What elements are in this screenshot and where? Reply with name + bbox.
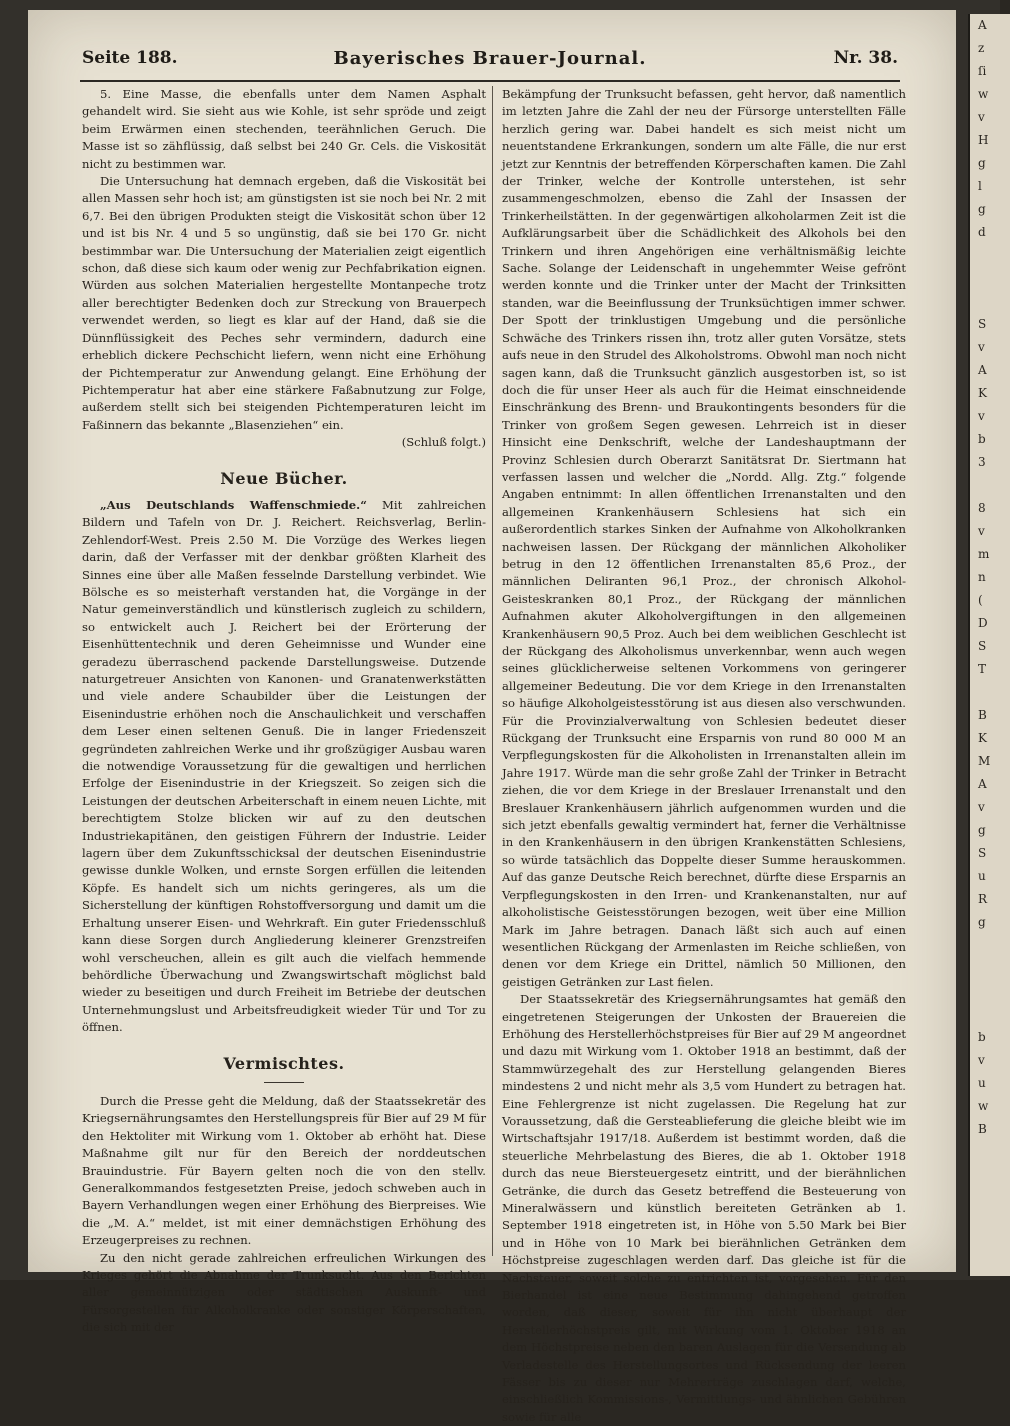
journal-title: Bayerisches Brauer-Journal. (333, 48, 647, 69)
adjacent-page-letter: v (978, 340, 985, 354)
adjacent-page-letter: D (978, 616, 988, 630)
adjacent-page-letter: R (978, 892, 988, 906)
adjacent-page-letter: S (978, 639, 987, 653)
adjacent-page-letter: l (978, 179, 982, 193)
paragraph: Durch die Presse geht die Meldung, daß der Staatssekretär des Kriegsernährungsamtes den Herstellungspreis für Bier auf 29 M für den Hektoliter mit Wirkung vom 1. Oktober ab erhöht hat. Diese Maßnahme gilt nur für den Bereich der norddeutschen Brauindustrie. Für Bayern gelten noch die von den stellv. Generalkommandos festgesetzten Preise, jedoch schweben auch in Bayern Verhandlungen wegen einer Erhöhung des Bierpreises. Wie die „M. A.“ meldet, ist mit einer demnächstigen Erhöhung des Erzeugerpreises zu rechnen. (82, 1093, 486, 1248)
adjacent-page-letter: g (978, 823, 986, 837)
left-column (82, 86, 486, 1335)
adjacent-page-letter: u (978, 869, 986, 883)
adjacent-page-letter: S (978, 317, 987, 331)
adjacent-page-letter (970, 980, 1010, 1003)
paragraph: Die Untersuchung hat demnach ergeben, daß die Viskosität bei allen Massen sehr hoch ist; am günstigsten ist sie noch bei Nr. 2 mit 6,7. Bei den übrigen Produkten steigt die Viskosität schon über 12 und ist bis Nr. 4 und 5 so ungünstig, daß sie bei 170 Gr. nicht bestimmbar war. Die Untersuchung der Materialien zeigt eigentlich schon, daß diese sich kaum oder wenig zur Pechfabrikation eignen. Würden aus solchen Materialien hergestellte Montanpeche trotz aller berechtigter Bedenken doch zur Streckung von Brauerpech verwendet werden, so liegt es klar auf der Hand, daß sie die Dünnflüssigkeit des Peches sehr vermindern, dadurch eine erheblich dickere Pechschicht liefern, wenn nicht eine Erhöhung der Pichtemperatur zur Anwendung gelangt. Eine Erhöhung der Pichtemperatur hat aber eine stärkere Faßabnutzung zur Folge, außerdem stellt sich bei steigenden Pichtemperaturen leicht im Faßinnern das bekannte „Blasenziehen“ ein. (82, 174, 486, 432)
right-column (502, 86, 906, 1424)
adjacent-page-letter: u (978, 1076, 986, 1090)
adjacent-page-letter: B (978, 708, 987, 722)
adjacent-page-letter: 3 (978, 455, 986, 469)
adjacent-page-letter (970, 290, 1010, 313)
adjacent-page-letter: v (978, 800, 985, 814)
issue-number: Nr. 38. (833, 48, 898, 68)
continuation-note: (Schluß folgt.) (401, 435, 486, 450)
adjacent-page-fragments (970, 14, 1010, 1141)
adjacent-page-letter: A (978, 777, 987, 791)
adjacent-page-letter: g (978, 156, 986, 170)
adjacent-page-letter: v (978, 524, 985, 538)
adjacent-page-letter: d (978, 225, 986, 239)
section-title-books: Neue Bücher. (220, 468, 348, 488)
adjacent-page-letter: b (978, 1030, 986, 1044)
adjacent-page-letter: T (978, 662, 987, 676)
adjacent-page-letter (970, 267, 1010, 290)
adjacent-page-letter: b (978, 432, 986, 446)
adjacent-page-letter: M (978, 754, 991, 768)
adjacent-page-letter (970, 244, 1010, 267)
adjacent-page-letter: n (978, 570, 986, 584)
adjacent-page-letter: g (978, 915, 986, 929)
adjacent-page-letter: 8 (978, 501, 986, 515)
adjacent-page-letter: v (978, 409, 985, 423)
adjacent-page-letter: w (978, 1099, 989, 1113)
adjacent-page-letter: ( (978, 593, 983, 607)
adjacent-page-letter: v (978, 110, 985, 124)
adjacent-page-letter: K (978, 731, 987, 745)
adjacent-page-letter: A (978, 363, 987, 377)
adjacent-page-letter: g (978, 202, 986, 216)
section-rule (264, 1082, 304, 1083)
adjacent-page-letter: B (978, 1122, 987, 1136)
adjacent-page-letter (970, 681, 1010, 704)
adjacent-page-letter: m (978, 547, 990, 561)
adjacent-page-letter: v (978, 1053, 985, 1067)
paragraph (82, 497, 486, 1037)
adjacent-page-letter: w (978, 87, 989, 101)
adjacent-page-letter: K (978, 386, 987, 400)
adjacent-page-letter (970, 957, 1010, 980)
paragraph: Bekämpfung der Trunksucht befassen, geht hervor, daß namentlich im letzten Jahre die Zahl der neu der Fürsorge unterstellten Fälle herzlich gering war. Dabei handelt es sich meist nicht um neuentstandene Erkrankungen, sondern um alte Fälle, die nur erst jetzt zur Kenntnis der betreffenden Körperschaften kamen. Die Zahl der Trinker, welche der Kontrolle unterstehen, ist sehr zusammengeschmolzen, ebenso die Zahl der Insassen der Trinkerheilstätten. In der gegenwärtigen alkoholarmen Zeit ist die Aufklärungsarbeit über die Schädlichkeit des Alkohols bei den Trinkern und ihren Angehörigen eine verhältnismäßig leichte Sache. Solange der Leidenschaft in ungehemmter Weise gefrönt werden konnte und die Trinker unter der Macht der Trinksitten standen, war die Beeinflussung der Trunksüchtigen immer schwer. Der Spott der trinklustigen Umgebung und die persönliche Schwäche des Trinkers rissen ihn, trotz aller guten Vorsätze, stets aufs neue in den Strudel des Alkoholstroms. Obwohl man noch nicht sagen kann, daß die Trunksucht gänzlich ausgestorben ist, so ist doch die für unser Heer als auch für die Heimat einschneidende Einschränkung des Brenn- und Braukontingents besonders für die Trinker von großem Segen gewesen. Lehrreich ist in dieser Hinsicht eine Denkschrift, welche der Landeshauptmann der Provinz Schlesien durch Oberarzt Sanitätsrat Dr. Siertmann hat verfassen lassen und welcher die „Nordd. Allg. Ztg.“ folgende Angaben entnimmt: In allen öffentlichen Irrenanstalten und den allgemeinen Krankenhäusern Schlesiens hat sich ein außerordentlich starkes Sinken der Aufnahme von Alkoholkranken nachweisen lassen. Der Rückgang der männlichen Alkoholiker betrug in den 12 öffentlichen Irrenanstalten 85,6 Proz., der männlichen Deliranten 96,1 Proz., der chronisch Alkohol-Geisteskranken 80,1 Proz., der Rückgang der männlichen Aufnahmen akuter Alkoholvergiftungen in den allgemeinen Krankenhäusern 90,5 Proz. Auch bei dem weiblichen Geschlecht ist der Rückgang des Alkoholismus unverkennbar, wenn auch wegen seines glücklicherweise seltenen Vorkommens von geringerer allgemeiner Bedeutung. Die vor dem Kriege in den Irrenanstalten so häufige Alkoholgeistesstörung ist aus diesen also verschwunden. Für die Provinzialverwaltung von Schlesien bedeutet dieser Rückgang der Trunksucht eine Ersparnis von rund 80 000 M an Verpflegungskosten für die Alkoholisten in Irrenanstalten allein im Jahre 1917. Würde man die sehr große Zahl der Trinker in Betracht ziehen, die vor dem Kriege in der Breslauer Irrenanstalt und den Breslauer Krankenhäusern jährlich aufgenommen wurden und die sich jetzt ebenfalls gewaltig vermindert hat, ferner die Verhältnisse in den Krankenhäusern in den übrigen Krankenstätten Schlesiens, so würde tatsächlich das Doppelte dieser Summe herauskommen. Auf das ganze Deutsche Reich berechnet, dürfte diese Ersparnis an Verpflegungskosten in den Irren- und Krankenanstalten, nur auf alkoholistische Geistesstörungen bezogen, weit über eine Million Mark im Jahre betragen. Danach läßt sich auch auf einen wesentlichen Rückgang der Armenlasten im Reiche schließen, von denen vor dem Kriege ein Drittel, nämlich 50 Millionen, den geistigen Getränken zur Last fielen. (502, 87, 906, 989)
adjacent-page-letter: ſi (978, 64, 987, 78)
adjacent-page-letter: S (978, 846, 987, 860)
book-title: „Aus Deutschlands Waffenschmiede.“ (100, 497, 367, 512)
adjacent-page-letter: A (978, 18, 987, 32)
section-title-misc: Vermischtes. (223, 1053, 345, 1073)
paragraph: Der Staatssekretär des Kriegsernährungsamtes hat gemäß den eingetretenen Steigerungen der Unkosten der Brauereien die Erhöhung des Herstellerhöchstpreises für Bier auf 29 M angeordnet und dazu mit Wirkung vom 1. Oktober 1918 an bestimmt, daß der Stammwürzegehalt des zur Herstellung gelangenden Bieres mindestens 2 und nicht mehr als 3,5 vom Hundert zu betragen hat. Eine Fehlergrenze ist nicht zugelassen. Die Regelung hat zur Voraussetzung, daß die Gersteablieferung die gleiche bleibt wie im Wirtschaftsjahr 1917/18. Außerdem ist bestimmt worden, daß die steuerliche Mehrbelastung des Bieres, die ab 1. Oktober 1918 durch das neue Biersteuergesetz eintritt, und der bierähnlichen Getränke, die durch das Gesetz betreffend die Besteuerung von Mineralwässern und künstlich bereiteten Getränken ab 1. September 1918 eingetreten ist, in Höhe von 5.50 Mark bei Bier und in Höhe von 10 Mark bei bierähnlichen Getränken dem Höchstpreise zugeschlagen werden darf. Das gleiche ist für die Nachsteuer, soweit solche zu entrichten ist, vorgesehen. Für den Bierhandel ist eine neue Bestimmung dahingehend getroffen worden, daß dieser, soweit für ihn nicht überhaupt der Herstellerhöchstpreis gilt, mit Wirkung vom 1. Oktober 1918 an dem Höchstpreise neben den baren Auslagen für die Versendung ab Verladestelle des Herstellungsortes und Rücksendung der leeren Fässer bis zu dieser nur Mehrerträge zuschlagen darf, welche, einschließlich Kommissions-, Vermittlungs- und ähnlichen Gebühren sowie für alle (502, 992, 906, 1424)
adjacent-page-letter: z (978, 41, 985, 55)
adjacent-page-letter (970, 1003, 1010, 1026)
page-number: Seite 188. (82, 48, 178, 68)
adjacent-page-letter (970, 474, 1010, 497)
book-review-text: Mit zahlreichen Bildern und Tafeln von Dr. J. Reichert. Reichsverlag, Berlin-Zehlendorf-West. Preis 2.50 M. Die Vorzüge des Werkes liegen darin, daß der Verfasser mit der denkbar größten Klarheit des Sinnes eine über alle Maßen fesselnde Darstellung verbindet. Wie Bölsche es so meisterhaft verstanden hat, die Vorgänge in der Natur gemeinverständlich und künstlerisch zugleich zu schildern, so entwickelt auch J. Reichert bei der Erörterung der Eisenhüttentechnik und deren Geheimnisse und Wunder eine geradezu überraschend packende Darstellungsweise. Dutzende naturgetreuer Ansichten von Kanonen- und Granatenwerkstätten und viele andere Schaubilder über die Leistungen der Eisenindustrie erhöhen noch die Anschaulichkeit und verschaffen dem Leser einen seltenen Genuß. Die in langer Friedenszeit gegründeten zahlreichen Werke und ihr großzügiger Ausbau waren die notwendige Voraussetzung für die gewaltigen und herrlichen Erfolge der Eisenindustrie in der Kriegszeit. So zeigen sich die Leistungen der deutschen Arbeiterschaft in einem neuen Lichte, mit berechtigtem Stolze blicken wir auf zu den deutschen Industriekapitänen, den geistigen Führern der Industrie. Leider lagern über dem Zukunftsschicksal der deutschen Eisenindustrie gewisse dunkle Wolken, und ernste Sorgen erfüllen die leitenden Köpfe. Es handelt sich um nichts geringeres, als um die Sicherstellung der künftigen Rohstoffversorgung und damit um die Erhaltung unserer Eisen- und Wehrkraft. Ein guter Friedensschluß kann diese Sorgen durch Angliederung kleinerer Grenzstreifen wohl verscheuchen, allein es gilt auch die vielfach hemmende behördliche Überwachung und Zwangswirtschaft möglichst bald wieder zu beseitigen und durch Freiheit im Betriebe der deutschen Unternehmungslust und Arbeitsfreudigkeit wieder Tür und Tor zu öffnen. (82, 497, 486, 1035)
adjacent-page-letter: H (978, 133, 989, 147)
column-divider (492, 86, 493, 1256)
page-header (80, 44, 900, 82)
adjacent-page-edge (968, 14, 1010, 1276)
paragraph: Zu den nicht gerade zahlreichen erfreulichen Wirkungen des Krieges gehört die Abnahme der Trunksucht. Aus den Berichten aller gemeinnützigen oder städtischen Auskunft- und Fürsorgestellen für Alkoholkranke oder sonstiger Körperschaften, die sich mit der (82, 1250, 486, 1335)
adjacent-page-letter (970, 934, 1010, 957)
paragraph: 5. Eine Masse, die ebenfalls unter dem Namen Asphalt gehandelt wird. Sie sieht aus wie Kohle, ist sehr spröde und zeigt beim Erwärmen einen stechenden, teerähnlichen Geruch. Die Masse ist so zähflüssig, daß selbst bei 240 Gr. Cels. die Viskosität nicht zu bestimmen war. (82, 87, 486, 171)
